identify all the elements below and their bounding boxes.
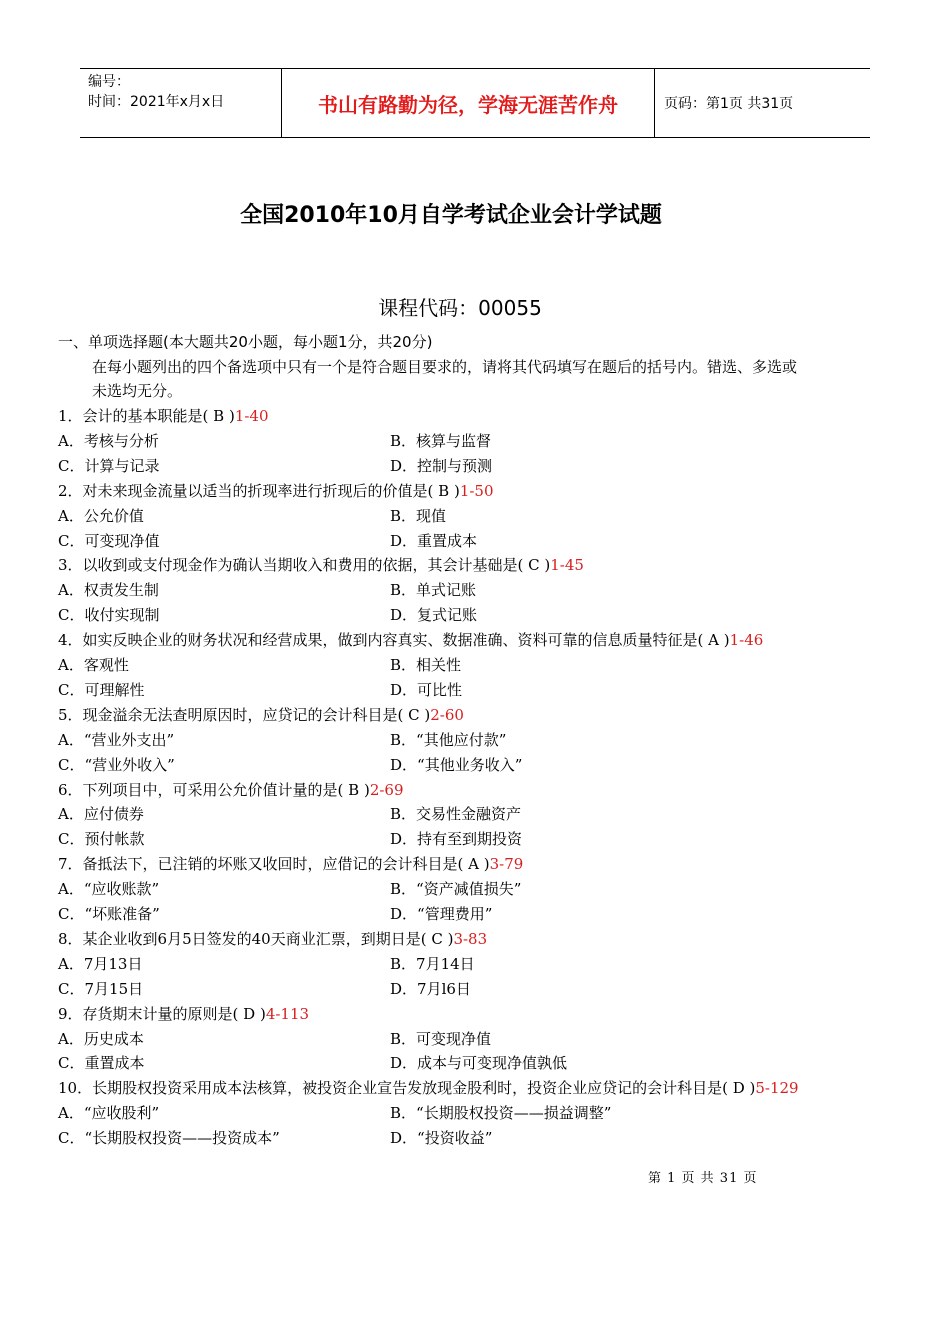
option-c: C．可变现净值: [58, 531, 160, 550]
option-b: B．现值: [390, 506, 447, 525]
header-page-label: 页码：第1页 共31页: [664, 96, 794, 112]
option-d: D．“其他业务收入”: [390, 755, 523, 774]
option-a: A．7月13日: [58, 954, 143, 973]
question-text: 5．现金溢余无法查明原因时，应贷记的会计科目是( C ): [58, 705, 431, 724]
option-d: D．成本与可变现净值孰低: [390, 1054, 568, 1073]
option-a: A．“应收账款”: [58, 880, 160, 899]
option-a: A．考核与分析: [58, 431, 159, 450]
question-text: 3．以收到或支付现金作为确认当期收入和费用的依据，其会计基础是( C ): [58, 556, 551, 575]
question-reference: 1-45: [550, 556, 584, 575]
question-text: 4．如实反映企业的财务状况和经营成果，做到内容真实、数据准确、资料可靠的信息质量特征是( A ): [58, 631, 730, 650]
option-c: C．“长期股权投资——投资成本”: [58, 1129, 280, 1148]
section-instruction: 在每小题列出的四个备选项中只有一个是符合题目要求的，请将其代码填写在题后的括号内。错选、多选或: [92, 358, 798, 376]
question-reference: 4-113: [265, 1004, 310, 1023]
page-footer: 第 1 页 共 31 页: [648, 1171, 758, 1186]
option-b: B．可变现净值: [390, 1029, 492, 1048]
question-reference: 3-79: [489, 855, 524, 874]
option-d: D．持有至到期投资: [390, 830, 523, 849]
question-reference: 2-69: [369, 780, 404, 799]
option-b: B．“长期股权投资——损益调整”: [390, 1104, 612, 1123]
option-a: A．权责发生制: [58, 581, 159, 600]
question-reference: 2-60: [430, 705, 464, 724]
option-a: A．“应收股利”: [58, 1104, 160, 1123]
course-code: 课程代码：00055: [378, 296, 542, 320]
question-text: 6．下列项目中，可采用公允价值计量的是( B ): [58, 780, 370, 799]
option-d: D．“投资收益”: [390, 1129, 493, 1148]
option-c: C．收付实现制: [58, 606, 160, 625]
time-label: 时间：2021年x月x日: [88, 94, 225, 110]
question-text: 2．对未来现金流量以适当的折现率进行折现后的价值是( B ): [58, 481, 460, 500]
question-stem: [58, 630, 763, 650]
option-b: B．交易性金融资产: [390, 805, 522, 824]
option-a: A．“营业外支出”: [58, 730, 175, 749]
question-stem: [58, 780, 404, 800]
question-reference: 1-40: [234, 407, 269, 425]
option-b: B．“其他应付款”: [390, 730, 507, 749]
option-b: B．7月14日: [390, 954, 475, 973]
question-reference: 1-50: [459, 481, 494, 500]
option-c: C．计算与记录: [58, 456, 160, 475]
section-instruction: 未选均无分。: [92, 382, 183, 400]
option-c: C．重置成本: [58, 1054, 145, 1073]
option-d: D．7月l6日: [390, 979, 471, 998]
option-b: B．核算与监督: [390, 431, 492, 450]
option-c: C．预付帐款: [58, 830, 145, 849]
option-a: A．应付债券: [58, 805, 144, 824]
question-text: 10．长期股权投资采用成本法核算，被投资企业宣告发放现金股利时，投资企业应贷记的会计科目是( D ): [58, 1079, 756, 1098]
question-stem: [58, 854, 523, 874]
question-stem: [58, 705, 464, 725]
section-heading: 一、单项选择题(本大题共20小题，每小题1分，共20分): [58, 333, 433, 351]
option-b: B．“资产减值损失”: [390, 880, 522, 899]
header-motto: 书山有路勤为径，学海无涯苦作舟: [318, 92, 618, 117]
option-c: C．“营业外收入”: [58, 755, 175, 774]
question-stem: [58, 555, 584, 575]
option-a: A．历史成本: [58, 1029, 144, 1048]
option-c: C．可理解性: [58, 680, 145, 699]
question-text: 9．存货期末计量的原则是( D ): [58, 1004, 266, 1023]
page-title: 全国2010年10月自学考试企业会计学试题: [240, 203, 662, 228]
page-header: [80, 68, 870, 138]
option-b: B．相关性: [390, 656, 462, 674]
number-label: 编号：: [88, 74, 130, 90]
question-reference: 3-83: [453, 929, 488, 948]
header-meta: [80, 69, 280, 137]
option-a: A．客观性: [58, 656, 129, 674]
question-stem: [58, 1078, 799, 1098]
question-text: 1．会计的基本职能是( B ): [58, 407, 235, 425]
option-b: B．单式记账: [390, 581, 477, 600]
question-stem: [58, 1004, 309, 1024]
option-d: D．重置成本: [390, 531, 478, 550]
option-c: C．“坏账准备”: [58, 905, 160, 923]
question-stem: [58, 481, 494, 501]
option-c: C．7月15日: [58, 979, 144, 998]
question-reference: 5-129: [755, 1079, 799, 1098]
option-a: A．公允价值: [58, 506, 144, 525]
question-text: 8．某企业收到6月5日签发的40天商业汇票，到期日是( C ): [58, 929, 454, 948]
option-d: D．复式记账: [390, 606, 478, 625]
question-text: 7．备抵法下，已注销的坏账又收回时，应借记的会计科目是( A ): [58, 855, 490, 874]
option-d: D．“管理费用”: [390, 905, 493, 923]
question-stem: [58, 406, 269, 426]
header-divider: [654, 69, 655, 137]
question-reference: 1-46: [729, 631, 764, 650]
question-stem: [58, 929, 487, 949]
option-d: D．可比性: [390, 680, 463, 699]
option-d: D．控制与预测: [390, 456, 493, 475]
